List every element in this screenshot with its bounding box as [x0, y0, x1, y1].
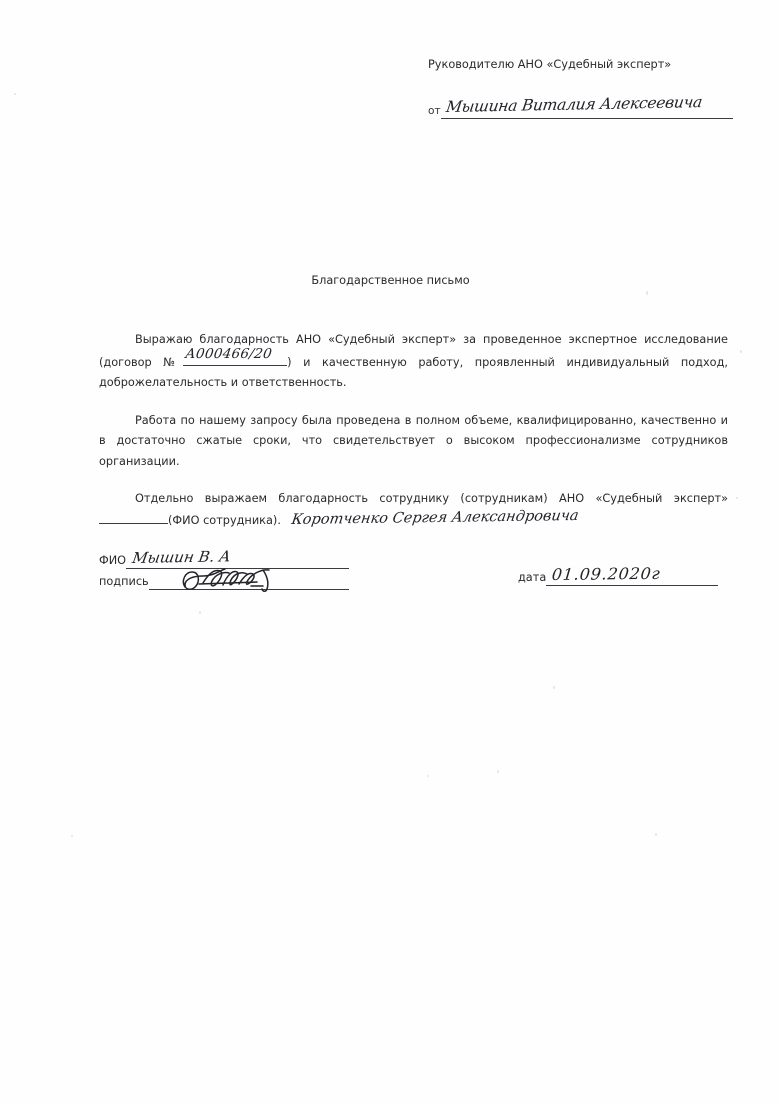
employee-blank-field[interactable]	[99, 511, 168, 524]
paragraph-2: Работа по нашему запросу была проведена в полном объеме, квалифицированно, качественно и в достаточно сжатые сроки, что свидетельствует о высоком профессионализме сотрудников организации.	[99, 413, 728, 468]
date-handwriting: 01.09.2020г	[551, 563, 662, 584]
podpis-row	[99, 569, 349, 590]
podpis-label: подпись	[99, 575, 149, 588]
signature-field[interactable]	[149, 570, 349, 590]
paragraph-1	[99, 330, 728, 394]
scan-speckle	[14, 93, 16, 95]
from-row	[428, 93, 733, 119]
scan-speckle	[646, 291, 648, 295]
scan-speckle	[736, 497, 738, 499]
from-name-handwriting: Мышина Виталия Алексеевича	[444, 93, 703, 116]
from-label: от	[428, 105, 441, 117]
document-body	[99, 330, 728, 531]
signature-scrawl-icon	[179, 567, 309, 593]
fio-row	[99, 548, 349, 569]
paragraph-3	[99, 489, 728, 531]
employee-name-handwriting: Коротченко Сергея Александровича	[290, 507, 580, 528]
contract-number-field[interactable]	[183, 346, 287, 366]
scan-speckle	[553, 686, 555, 689]
scan-speckle	[740, 350, 742, 353]
scan-speckle	[199, 611, 201, 614]
from-name-field[interactable]	[441, 93, 733, 119]
date-label: дата	[518, 571, 547, 584]
date-row	[518, 563, 718, 586]
fio-handwriting: Мышин В. А	[131, 547, 233, 567]
addressee-line: Руководителю АНО «Судебный эксперт»	[428, 58, 672, 71]
fio-label: ФИО	[99, 554, 127, 567]
scan-speckle	[655, 833, 657, 836]
paragraph-1-text-after: ) и качественную работу, проявленный индивидуальный подход, доброжелательность и ответственность.	[99, 355, 728, 389]
date-field[interactable]	[546, 563, 718, 586]
scan-speckle	[427, 775, 429, 777]
scan-speckle	[71, 835, 73, 837]
paragraph-3-text-after: (ФИО сотрудника).	[168, 513, 281, 527]
paragraph-1-text-before: Выражаю благодарность АНО «Судебный эксперт» за проведенное экспертное исследование (договор №	[99, 333, 728, 369]
fio-field[interactable]	[126, 549, 349, 569]
document-title: Благодарственное письмо	[311, 274, 470, 287]
signature-block	[99, 548, 349, 590]
paragraph-3-text-before: Отдельно выражаем благодарность сотруднику (сотрудникам) АНО «Судебный эксперт»	[135, 492, 728, 505]
addressee-block	[428, 58, 733, 71]
scan-speckle	[497, 770, 499, 773]
contract-number-handwriting: А000466/20	[184, 346, 274, 362]
